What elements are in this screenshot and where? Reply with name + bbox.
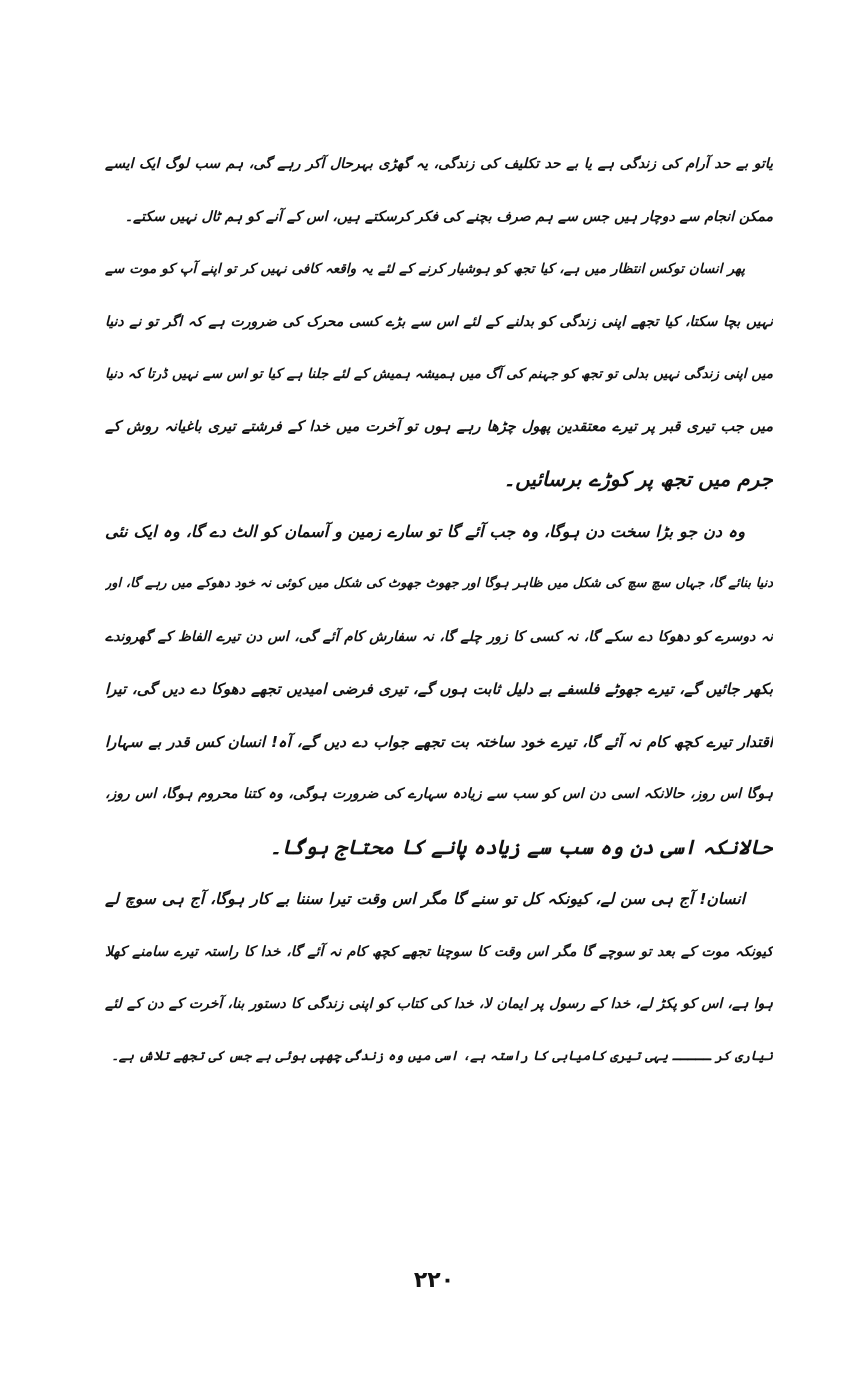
text-line: تیاری کر ـــــ یہی تیری کامیابی کا راستہ ہے، اسی میں وہ زندگی چھپی ہوئی ہے جس کی تجھے تلاش ہے۔ bbox=[111, 1048, 773, 1064]
text-line: ہوگا اس روز، حالانکہ اسی دن اس کو سب سے زیادہ سہارے کی ضرورت ہوگی، وہ کتنا محروم ہوگا، اس روز، bbox=[105, 786, 773, 802]
text-line: پھر انسان توکس انتظار میں ہے، کیا تجھ کو ہوشیار کرنے کے لئے یہ واقعہ کافی نہیں کر تو اپنے آپ کو موت سے bbox=[105, 261, 745, 277]
text-line: حالانکہ اسی دن وہ سب سے زیادہ پانے کا محتاج ہوگا۔ bbox=[269, 834, 773, 859]
text-line: میں جب تیری قبر پر تیرے معتقدین پھول چڑھا رہے ہوں تو آخرت میں خدا کے فرشتے تیری باغیانہ روش کے bbox=[105, 418, 773, 435]
text-line: یاتو بے حد آرام کی زندگی ہے یا بے حد تکلیف کی زندگی، یہ گھڑی بہرحال آکر رہے گی، ہم سب لوگ ایک ایسے bbox=[105, 156, 773, 172]
text-line: وہ دن جو بڑا سخت دن ہوگا، وہ جب آئے گا تو سارے زمین و آسمان کو الٹ دے گا، وہ ایک نئی bbox=[105, 521, 745, 541]
text-line: نہیں بچا سکتا، کیا تجھے اپنی زندگی کو بدلنے کے لئے اس سے بڑے کسی محرک کی ضرورت ہے کہ اگر تو نے دنیا bbox=[105, 313, 773, 330]
text-line: نہ دوسرے کو دھوکا دے سکے گا، نہ کسی کا زور چلے گا، نہ سفارش کام آئے گی، اس دن تیرے الفاظ کے گھروندے bbox=[105, 628, 773, 645]
text-line: بکھر جائیں گے، تیرے جھوٹے فلسفے بے دلیل ثابت ہوں گے، تیری فرضی امیدیں تجھے دھوکا دے دیں گی، تیرا bbox=[105, 680, 773, 698]
page-number: ۲۲۰ bbox=[413, 1268, 455, 1293]
text-line: جرم میں تجھ پر کوڑے برسائیں۔ bbox=[503, 467, 773, 491]
text-line: میں اپنی زندگی نہیں بدلی تو تجھ کو جہنم کی آگ میں ہمیشہ ہمیش کے لئے جلنا ہے کیا تو اس سے نہیں ڈرتا کہ دنیا bbox=[105, 366, 773, 382]
text-line: کیونکہ موت کے بعد تو سوچے گا مگر اس وقت کا سوچنا تجھے کچھ کام نہ آئے گا، خدا کا راستہ تیرے سامنے کھلا bbox=[105, 943, 773, 960]
text-line: انسان! آج ہی سن لے، کیونکہ کل تو سنے گا مگر اس وقت تیرا سننا بے کار ہوگا، آج ہی سوچ لے bbox=[105, 890, 745, 908]
text-line: ممکن انجام سے دوچار ہیں جس سے ہم صرف بچنے کی فکر کرسکتے ہیں، اس کے آنے کو ہم ٹال نہیں سکتے۔ bbox=[124, 208, 773, 225]
text-line: دنیا بنائے گا، جہاں سچ سچ کی شکل میں ظاہر ہوگا اور جھوٹ جھوٹ کی شکل میں کوئی نہ خود دھوکے میں رہے گا، اور bbox=[105, 576, 773, 591]
text-line: ہوا ہے، اس کو پکڑ لے، خدا کے رسول پر ایمان لا، خدا کی کتاب کو اپنی زندگی کا دستور بنا، آخرت کے دن کے لئے bbox=[105, 996, 773, 1012]
text-line: اقتدار تیرے کچھ کام نہ آئے گا، تیرے خود ساختہ بت تجھے جواب دے دیں گے، آہ! انسان کس قدر بے سہارا bbox=[105, 732, 773, 751]
urdu-text-body bbox=[105, 138, 773, 1083]
